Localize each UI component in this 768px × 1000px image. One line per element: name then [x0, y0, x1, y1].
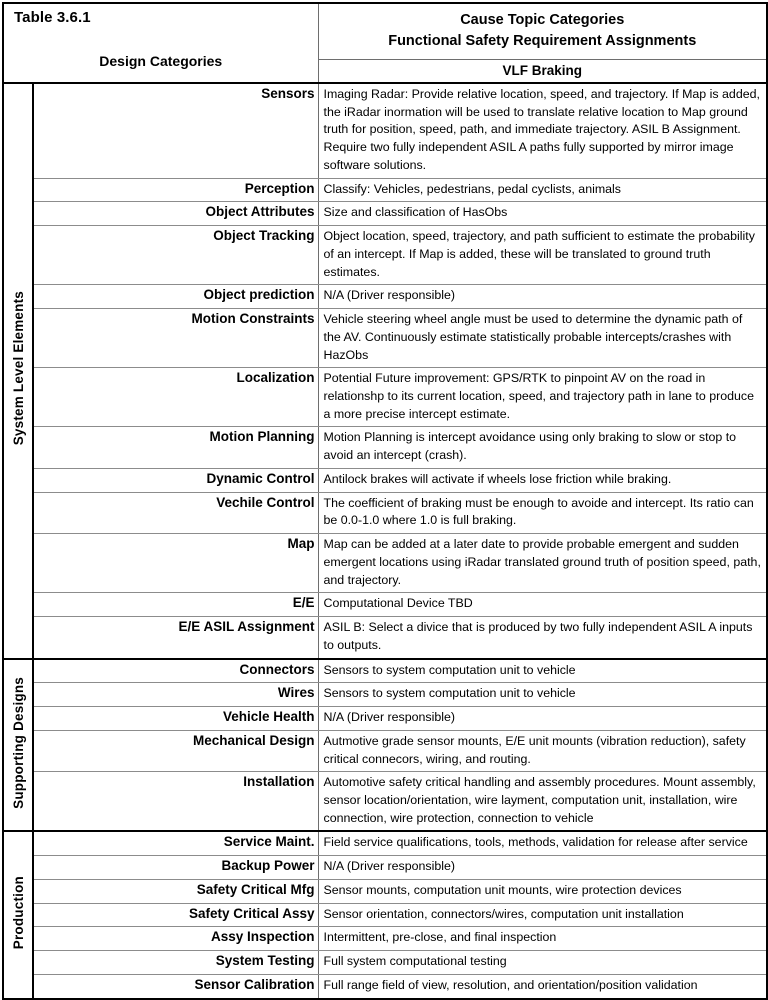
table-row: [3, 707, 767, 731]
table-row: [3, 772, 767, 832]
row-value-cell: Antilock brakes will activate if wheels lose friction while braking.: [318, 468, 767, 492]
table-row: [3, 309, 767, 368]
table-row: [3, 83, 767, 178]
row-value-cell: N/A (Driver responsible): [318, 707, 767, 731]
row-label-motion-planning: Motion Planning: [33, 427, 318, 468]
table-row: [3, 730, 767, 771]
table-row: [3, 226, 767, 285]
row-value-cell: Object location, speed, trajectory, and path sufficient to estimate the probability of an intercept. If Map is added, these will be translated to ground truth estimates.: [318, 226, 767, 285]
row-value-cell: The coefficient of braking must be enough to avoide and intercept. Its ratio can be 0.0-1.0 where 1.0 is full braking.: [318, 492, 767, 533]
column-header-vlf-braking: [318, 59, 767, 83]
table-row: [3, 202, 767, 226]
row-label-service-maint: Service Maint.: [33, 831, 318, 855]
row-label-backup-power: Backup Power: [33, 856, 318, 880]
table-header-row-primary: [3, 3, 767, 59]
row-label-installation: Installation: [33, 772, 318, 832]
row-label-e-e: E/E: [33, 593, 318, 617]
row-label-perception: Perception: [33, 178, 318, 202]
row-label-map: Map: [33, 534, 318, 593]
column-header-label: VLF Braking: [502, 63, 582, 79]
row-value-cell: Field service qualifications, tools, methods, validation for release after service: [318, 831, 767, 855]
row-value-cell: Motion Planning is intercept avoidance using only braking to slow or stop to avoid an intercept (crash).: [318, 427, 767, 468]
table-row: [3, 178, 767, 202]
row-value-cell: Vehicle steering wheel angle must be used to determine the dynamic path of the AV. Continuously estimate statistically probable intercepts/crashes with HazObs: [318, 309, 767, 368]
row-label-assy-inspection: Assy Inspection: [33, 927, 318, 951]
row-label-safety-critical-assy: Safety Critical Assy: [33, 903, 318, 927]
row-label-object-attributes: Object Attributes: [33, 202, 318, 226]
row-value-cell: N/A (Driver responsible): [318, 856, 767, 880]
row-value-cell: Automotive safety critical handling and assembly procedures. Mount assembly, sensor location/orientation, wire layment, computation unit, installation, wire connection, wire protection, connection to vehicle: [318, 772, 767, 832]
group-label: Production: [10, 875, 26, 950]
row-value-cell: Intermittent, pre-close, and final inspection: [318, 927, 767, 951]
group-header-cell: [3, 83, 33, 659]
row-label-object-tracking: Object Tracking: [33, 226, 318, 285]
row-label-e-e-asil-assignment: E/E ASIL Assignment: [33, 617, 318, 659]
table-row: [3, 492, 767, 533]
table-row: [3, 903, 767, 927]
row-value-cell: Potential Future improvement: GPS/RTK to pinpoint AV on the road in relationshp to its current location, speed, and trajectory path in lane to produce a more precise intercept estimate.: [318, 368, 767, 427]
row-value-cell: Sensor orientation, connectors/wires, computation unit installation: [318, 903, 767, 927]
row-value-cell: Sensors to system computation unit to vehicle: [318, 683, 767, 707]
row-label-system-testing: System Testing: [33, 951, 318, 975]
row-value-cell: Computational Device TBD: [318, 593, 767, 617]
row-value-cell: Classify: Vehicles, pedestrians, pedal cyclists, animals: [318, 178, 767, 202]
design-categories-label: Design Categories: [99, 52, 223, 69]
table-row: [3, 659, 767, 683]
row-label-vehicle-health: Vehicle Health: [33, 707, 318, 731]
group-header-cell: [3, 659, 33, 832]
row-value-cell: Imaging Radar: Provide relative location, speed, and trajectory. If Map is added, the iRadar inormation will be used to translate relative location to Map ground truth for position, speed, path, and immediate trajectory. ASIL B Assignment. Require two fully independent ASIL A paths fully supported by mirror image software solutions.: [318, 83, 767, 178]
requirements-table: [2, 2, 768, 1000]
row-value-cell: Full range field of view, resolution, and orientation/position validation: [318, 974, 767, 998]
table-row: [3, 831, 767, 855]
group-label: System Level Elements: [10, 291, 26, 446]
functional-safety-requirement-assignments-title: Functional Safety Requirement Assignments: [388, 32, 697, 49]
row-value-cell: Full system computational testing: [318, 951, 767, 975]
row-value-cell: ASIL B: Select a divice that is produced by two fully independent ASIL A inputs to outputs.: [318, 617, 767, 659]
row-label-mechanical-design: Mechanical Design: [33, 730, 318, 771]
table-row: [3, 974, 767, 998]
table-row: [3, 285, 767, 309]
row-value-cell: Sensors to system computation unit to vehicle: [318, 659, 767, 683]
table-number: Table 3.6.1: [14, 9, 91, 26]
table-row: [3, 427, 767, 468]
table-row: [3, 856, 767, 880]
cause-topic-categories-title: Cause Topic Categories: [460, 11, 625, 28]
row-label-localization: Localization: [33, 368, 318, 427]
table-row: [3, 617, 767, 659]
table-row: [3, 534, 767, 593]
table-row: [3, 951, 767, 975]
header-design-categories-cell: [3, 3, 318, 83]
table-body: [3, 3, 767, 999]
table-row: [3, 593, 767, 617]
header-cause-topic-cell: [318, 3, 767, 59]
row-label-motion-constraints: Motion Constraints: [33, 309, 318, 368]
row-value-cell: N/A (Driver responsible): [318, 285, 767, 309]
table-row: [3, 683, 767, 707]
row-value-cell: Size and classification of HasObs: [318, 202, 767, 226]
row-value-cell: Map can be added at a later date to provide probable emergent and sudden emergent locations using iRadar translated ground truth of position speed, path, and trajectory.: [318, 534, 767, 593]
row-value-cell: Autmotive grade sensor mounts, E/E unit mounts (vibration reduction), safety critical connecors, wiring, and routing.: [318, 730, 767, 771]
row-value-cell: Sensor mounts, computation unit mounts, wire protection devices: [318, 879, 767, 903]
row-label-connectors: Connectors: [33, 659, 318, 683]
row-label-wires: Wires: [33, 683, 318, 707]
table-row: [3, 879, 767, 903]
row-label-sensors: Sensors: [33, 83, 318, 178]
group-header-cell: [3, 831, 33, 998]
row-label-vechile-control: Vechile Control: [33, 492, 318, 533]
row-label-object-prediction: Object prediction: [33, 285, 318, 309]
row-label-dynamic-control: Dynamic Control: [33, 468, 318, 492]
group-label: Supporting Designs: [10, 676, 26, 809]
row-label-safety-critical-mfg: Safety Critical Mfg: [33, 879, 318, 903]
row-label-sensor-calibration: Sensor Calibration: [33, 974, 318, 998]
table-row: [3, 927, 767, 951]
table-row: [3, 468, 767, 492]
table-row: [3, 368, 767, 427]
